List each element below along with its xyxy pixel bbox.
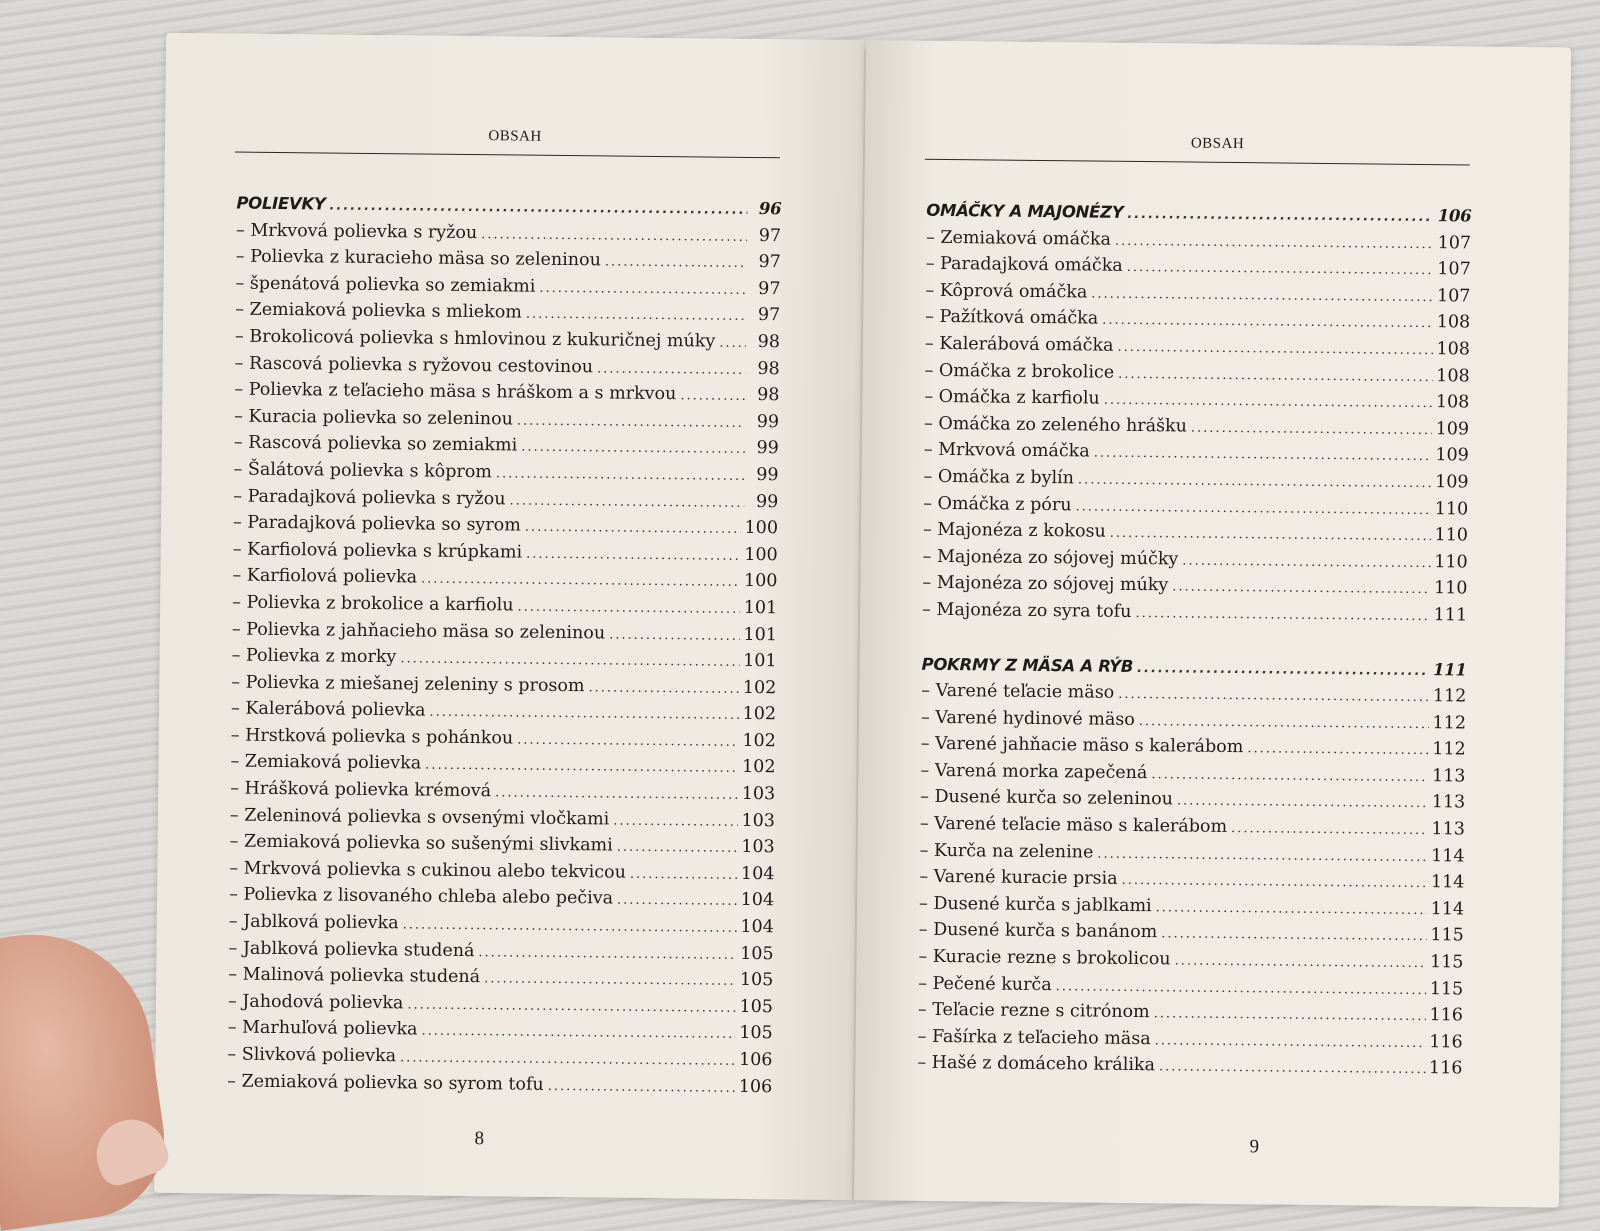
toc-entry-title: – Mrkvová omáčka <box>923 440 1090 462</box>
dot-leader <box>1104 393 1432 411</box>
toc-entry-page: 108 <box>1436 312 1471 333</box>
toc-entry-title: – Varené jahňacie mäso s kalerábom <box>920 734 1244 758</box>
toc-entry-title: – Paradajková polievka so syrom <box>232 512 521 536</box>
dot-leader <box>1091 286 1433 305</box>
page-header: OBSAH <box>488 128 542 145</box>
toc-entry-page: 114 <box>1430 872 1465 893</box>
dot-leader <box>617 893 737 909</box>
toc-entry-title: – Dusené kurča s banánom <box>918 920 1158 943</box>
toc-entry-page: 103 <box>741 783 776 805</box>
dot-leader <box>1247 741 1428 758</box>
dot-leader <box>400 1050 735 1069</box>
toc-entry-page: 110 <box>1434 498 1469 519</box>
dot-leader <box>526 546 740 563</box>
toc-entry-page: 106 <box>1437 206 1472 226</box>
toc-entry-title: – Pažítková omáčka <box>925 307 1099 329</box>
dot-leader <box>329 199 747 218</box>
dot-leader <box>1110 526 1431 544</box>
toc-entry-page: 105 <box>740 943 774 964</box>
toc-entry-title: – Polievka z morky <box>231 645 397 668</box>
toc-entry-title: – Omáčka z bylín <box>923 466 1075 489</box>
toc-entry-page: 105 <box>739 996 774 1018</box>
dot-leader <box>1094 446 1432 465</box>
toc-entry-title: – Zemiaková polievka s mliekom <box>235 299 523 323</box>
toc-entry-title: – Varené teľacie mäso s kalerábom <box>919 813 1228 838</box>
toc-entry-title: – Brokolicová polievka s hmlovinou z kukuričnej múky <box>234 326 716 352</box>
dot-leader <box>525 520 741 537</box>
toc-entry-page: 116 <box>1429 1005 1464 1026</box>
dot-leader <box>407 997 735 1015</box>
dot-leader <box>1231 821 1428 838</box>
toc-entry-title: – Omáčka z brokolice <box>924 360 1115 383</box>
toc-entry-page: 99 <box>756 464 779 486</box>
toc-entry-title: – Jablková polievka <box>228 911 399 934</box>
dot-leader <box>421 572 740 590</box>
open-book <box>124 32 1576 1217</box>
table-of-contents <box>227 194 781 1104</box>
toc-entry-page: 109 <box>1435 472 1469 493</box>
toc-entry-title: – Hrstková polievka s pohánkou <box>230 725 514 749</box>
toc-entry-page: 105 <box>739 1023 773 1044</box>
dot-leader <box>1159 1060 1425 1078</box>
toc-entry-title: – Varená morka zapečená <box>920 760 1148 783</box>
toc-entry-title: POKRMY Z MÄSA A RÝB <box>921 654 1134 676</box>
page-number: 9 <box>1249 1136 1260 1158</box>
dot-leader <box>1127 260 1434 278</box>
toc-entry-page: 97 <box>758 225 782 246</box>
dot-leader <box>1155 1033 1426 1051</box>
toc-entry-page: 111 <box>1432 659 1467 679</box>
dot-leader <box>1102 313 1433 331</box>
toc-entry-page: 108 <box>1436 365 1470 387</box>
dot-leader <box>630 867 737 883</box>
dot-leader <box>478 945 736 963</box>
toc-entry-title: – Jablková polievka studená <box>228 938 475 961</box>
dot-leader <box>1154 1006 1426 1024</box>
toc-entry-title: – Kurča na zelenine <box>919 840 1094 863</box>
toc-entry-page: 110 <box>1434 551 1468 573</box>
toc-entry-page: 114 <box>1430 898 1465 920</box>
toc-entry-title: – Dusené kurča s jablkami <box>918 893 1152 917</box>
toc-entry-title: – Kuracia polievka so zeleninou <box>234 406 514 430</box>
dot-leader <box>1191 420 1432 438</box>
toc-entry-title: – Kuracie rezne s brokolicou <box>918 946 1171 970</box>
toc-entry-page: 102 <box>742 677 777 698</box>
toc-entry-title: – Rascová polievka so zemiakmi <box>233 432 518 456</box>
dot-leader <box>1177 794 1428 812</box>
toc-entry-page: 116 <box>1428 1058 1463 1079</box>
dot-leader <box>1075 499 1430 518</box>
toc-entry-title: – Teľacie rezne s citrónom <box>917 999 1150 1023</box>
toc-entry-page: 112 <box>1432 739 1466 760</box>
toc-entry-page: 106 <box>738 1076 773 1097</box>
dot-leader <box>484 971 736 989</box>
dot-leader <box>400 651 739 670</box>
dot-leader <box>1118 687 1429 705</box>
toc-entry-page: 97 <box>758 278 781 300</box>
toc-entry <box>917 1053 1462 1085</box>
toc-entry-page: 108 <box>1435 392 1470 413</box>
toc-entry-page: 102 <box>741 757 776 778</box>
toc-entry-title: – Majonéza z kokosu <box>922 519 1106 542</box>
toc-entry-title: – Polievka z brokolice a karfiolu <box>232 592 514 616</box>
toc-entry-title: – špenátová polievka so zemiakmi <box>235 273 536 297</box>
toc-entry-page: 96 <box>758 199 782 219</box>
dot-leader <box>617 840 738 856</box>
toc-entry-page: 107 <box>1436 285 1471 307</box>
toc-entry-page: 107 <box>1437 259 1471 280</box>
header-rule <box>925 159 1470 166</box>
dot-leader <box>481 227 747 245</box>
toc-entry-title: – Karfiolová polievka <box>232 565 418 588</box>
toc-entry-page: 113 <box>1431 819 1465 840</box>
dot-leader <box>496 466 745 484</box>
toc-entry-title: – Mrkvová polievka s ryžou <box>235 220 478 243</box>
toc-entry-title: – Malinová polievka studená <box>228 964 481 988</box>
dot-leader <box>1078 472 1431 491</box>
toc-entry-page: 99 <box>755 491 779 512</box>
dot-leader <box>597 361 746 378</box>
dot-leader <box>1156 900 1427 918</box>
dot-leader <box>539 281 746 298</box>
toc-entry-title: – Polievka z jahňacieho mäsa so zeleninou <box>231 619 606 643</box>
dot-leader <box>425 758 738 776</box>
toc-entry-title: – Zeleninová polievka s ovsenými vločkami <box>229 805 610 830</box>
toc-entry-title: – Varené kuracie prsia <box>919 866 1118 890</box>
toc-entry-title: – Marhuľová polievka <box>227 1017 418 1040</box>
toc-entry-page: 109 <box>1435 445 1469 466</box>
toc-entry-title: – Omáčka zo zeleného hrášku <box>924 413 1188 437</box>
toc-entry-title: OMÁČKY A MAJONÉZY <box>926 200 1124 222</box>
toc-entry-page: 111 <box>1433 605 1468 626</box>
dot-leader <box>1161 927 1426 945</box>
toc-entry-title: – Hrášková polievka krémová <box>230 778 492 802</box>
toc-entry-title: – Paradajková polievka s ryžou <box>233 486 506 509</box>
dot-leader <box>517 732 738 749</box>
right-page <box>854 40 1571 1207</box>
toc-entry-page: 102 <box>742 704 777 725</box>
toc-entry-page: 98 <box>757 358 780 379</box>
toc-entry-page: 101 <box>743 624 777 645</box>
toc-entry-page: 99 <box>756 411 780 432</box>
toc-entry <box>227 1071 772 1103</box>
toc-entry-page: 115 <box>1430 925 1464 946</box>
left-page <box>154 33 866 1200</box>
toc-entry-page: 109 <box>1435 418 1470 440</box>
toc-entry-page: 112 <box>1432 686 1467 707</box>
page-header: OBSAH <box>1190 135 1245 153</box>
toc-entry-page: 101 <box>743 650 777 672</box>
toc-entry-page: 108 <box>1436 339 1471 360</box>
toc-entry-page: 107 <box>1437 232 1472 254</box>
dot-leader <box>1175 953 1427 971</box>
dot-leader <box>521 440 745 457</box>
dot-leader <box>1172 580 1430 598</box>
toc-entry-page: 112 <box>1432 712 1467 734</box>
toc-entry-title: POLIEVKY <box>236 193 326 214</box>
toc-entry-title: – Karfiolová polievka s krúpkami <box>232 539 523 563</box>
dot-leader <box>403 917 737 935</box>
toc-entry-title: – Šalátová polievka s kôprom <box>233 459 493 483</box>
toc-entry-page: 102 <box>742 730 776 752</box>
toc-entry-title: – Majonéza zo syra tofu <box>922 599 1132 622</box>
dot-leader <box>1056 979 1426 998</box>
page-number: 8 <box>474 1128 485 1150</box>
toc-entry-title: – Zemiaková omáčka <box>925 227 1112 250</box>
header-rule <box>235 152 780 159</box>
toc-entry-page: 100 <box>744 518 779 539</box>
toc-entry-title: – Paradajková omáčka <box>925 253 1123 277</box>
toc-entry-title: – Kôprová omáčka <box>925 280 1088 303</box>
dot-leader <box>1127 207 1434 225</box>
toc-entry-title: – Slivková polievka <box>227 1044 397 1067</box>
toc-entry-title: – Varené hydinové mäso <box>920 707 1135 730</box>
dot-leader <box>548 1078 735 1095</box>
toc-entry-page: 101 <box>743 597 778 619</box>
toc-entry-title: – Polievka z miešanej zeleniny s prosom <box>231 672 585 696</box>
dot-leader <box>719 336 746 351</box>
dot-leader <box>429 705 738 723</box>
dot-leader <box>609 627 739 643</box>
toc-entry-title: – Omáčka z póru <box>923 493 1072 515</box>
dot-leader <box>517 599 739 616</box>
toc-entry-page: 99 <box>756 438 779 459</box>
dot-leader <box>526 307 746 324</box>
dot-leader <box>680 388 745 404</box>
toc-entry-page: 104 <box>740 890 775 911</box>
dot-leader <box>509 493 744 510</box>
toc-entry-page: 110 <box>1434 525 1469 546</box>
dot-leader <box>1117 340 1432 358</box>
table-of-contents <box>917 201 1471 1086</box>
toc-entry-title: – Zemiaková polievka so syrom tofu <box>227 1071 544 1095</box>
toc-entry-title: – Zemiaková polievka so sušenými slivkami <box>229 831 613 856</box>
dot-leader <box>1137 661 1429 679</box>
toc-entry-page: 104 <box>740 863 775 885</box>
dot-leader <box>421 1024 735 1042</box>
toc-entry-page: 104 <box>740 916 774 938</box>
toc-entry-page: 115 <box>1429 952 1464 973</box>
toc-entry-page: 110 <box>1433 578 1468 599</box>
toc-entry-page: 113 <box>1431 792 1466 813</box>
dot-leader <box>605 255 747 271</box>
dot-leader <box>517 413 745 430</box>
toc-entry-page: 98 <box>757 385 780 406</box>
toc-entry-title: – Dusené kurča so zeleninou <box>920 787 1174 810</box>
toc-entry-page: 103 <box>741 837 775 858</box>
toc-entry-page: 106 <box>738 1049 773 1071</box>
toc-entry-title: – Kalerábová omáčka <box>924 333 1114 356</box>
dot-leader <box>1182 553 1430 571</box>
toc-entry-page: 114 <box>1431 845 1465 867</box>
toc-entry-title: – Pečené kurča <box>918 973 1052 995</box>
dot-leader <box>495 785 738 803</box>
dot-leader <box>1139 714 1429 732</box>
dot-leader <box>1097 846 1427 864</box>
toc-entry-page: 105 <box>739 970 774 991</box>
toc-entry-page: 97 <box>757 305 781 326</box>
toc-entry-title: – Fašírka z teľacieho mäsa <box>917 1026 1151 1049</box>
dot-leader <box>1135 606 1429 624</box>
toc-entry-title: – Mrkvová polievka s cukinou alebo tekvicou <box>229 858 627 883</box>
dot-leader <box>613 813 737 829</box>
dot-leader <box>1115 233 1434 251</box>
toc-entry-title: – Polievka z kuracieho mäsa so zeleninou <box>235 246 602 271</box>
toc-entry-title: – Varené teľacie mäso <box>921 680 1115 703</box>
toc-entry-page: 115 <box>1429 978 1464 1000</box>
toc-entry-title: – Polievka z lisovaného chleba alebo pečiva <box>229 884 614 909</box>
toc-entry-title: – Majonéza zo sójovej múky <box>922 573 1169 596</box>
toc-entry-title: – Rascová polievka s ryžovou cestovinou <box>234 353 594 377</box>
dot-leader <box>1118 366 1432 384</box>
toc-entry-title: – Jahodová polievka <box>227 991 404 1014</box>
dot-leader <box>1122 873 1427 891</box>
toc-entry-title: – Zemiaková polievka <box>230 751 422 774</box>
toc-entry-title: – Omáčka z karfiolu <box>924 386 1100 409</box>
toc-entry-page: 98 <box>757 331 781 353</box>
dot-leader <box>588 680 739 697</box>
toc-entry-page: 100 <box>744 544 778 565</box>
toc-entry-title: – Kalerábová polievka <box>230 698 426 721</box>
toc-entry-page: 100 <box>743 571 778 592</box>
toc-entry-title: – Hašé z domáceho králika <box>917 1053 1156 1076</box>
toc-entry-page: 97 <box>758 252 781 273</box>
toc-entry-page: 116 <box>1429 1031 1463 1053</box>
toc-entry-page: 103 <box>741 810 776 831</box>
toc-entry-title: – Majonéza zo sójovej múčky <box>922 546 1179 570</box>
toc-entry-page: 113 <box>1431 765 1466 787</box>
toc-entry-title: – Polievka z teľacieho mäsa s hráškom a s mrkvou <box>234 379 677 405</box>
dot-leader <box>1151 767 1428 785</box>
